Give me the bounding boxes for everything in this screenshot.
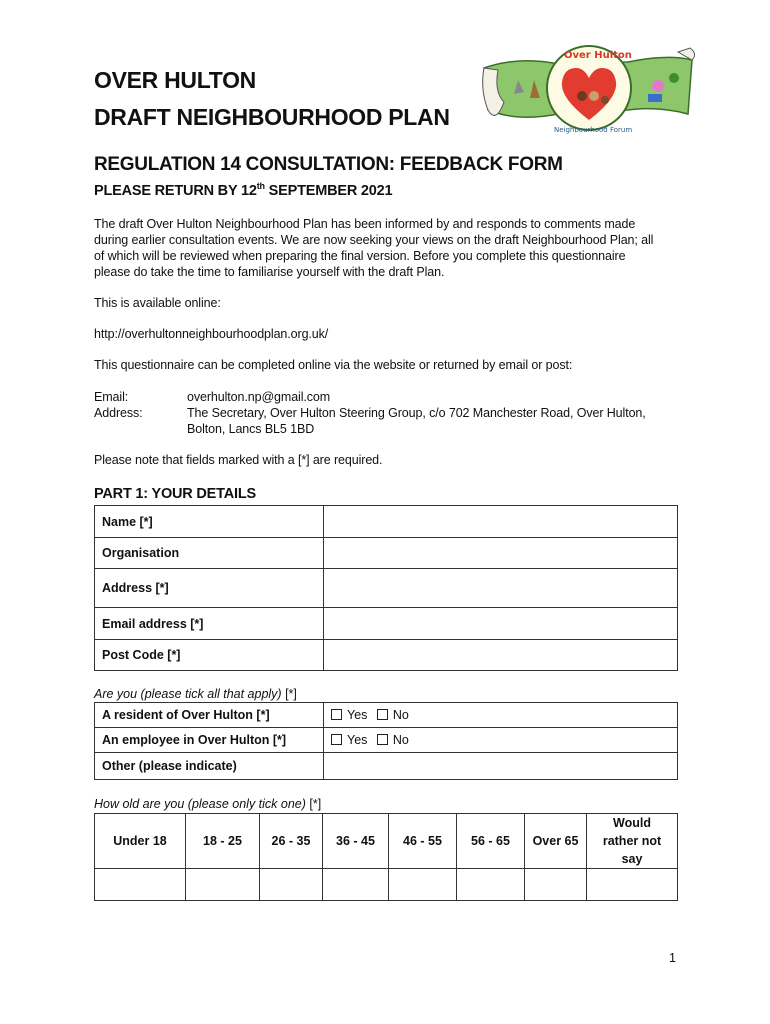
document-title xyxy=(94,62,450,136)
name-field[interactable] xyxy=(324,506,678,538)
return-deadline-prefix: PLEASE RETURN BY 12 xyxy=(94,182,257,199)
required-note: Please note that fields marked with a [*] are required. xyxy=(94,453,383,467)
age-table xyxy=(94,813,678,901)
are-you-question-text: Are you (please tick all that apply) xyxy=(94,687,282,701)
table-row xyxy=(95,640,678,671)
logo-text-bottom: Neighbourhood Forum xyxy=(554,126,633,134)
post-code-field[interactable] xyxy=(324,640,678,671)
email-label: Email: xyxy=(94,390,129,404)
age-header-row xyxy=(95,814,678,869)
form-subtitle: REGULATION 14 CONSULTATION: FEEDBACK FORM xyxy=(94,154,563,175)
yes-label: Yes xyxy=(347,733,368,747)
age-cell-36-45[interactable] xyxy=(323,869,389,901)
age-cell-under-18[interactable] xyxy=(95,869,186,901)
age-band-56-65: 56 - 65 xyxy=(457,814,525,869)
logo-text-top: Over Hulton xyxy=(564,50,632,61)
return-deadline-sup: th xyxy=(256,181,265,191)
organisation-field[interactable] xyxy=(324,538,678,569)
email-address-field[interactable] xyxy=(324,608,678,640)
logo-graphic xyxy=(478,40,700,140)
resident-label: A resident of Over Hulton [*] xyxy=(95,703,324,728)
resident-yes-option[interactable] xyxy=(331,708,367,722)
table-row xyxy=(95,569,678,608)
address-line-1: The Secretary, Over Hulton Steering Group, c/o 702 Manchester Road, Over Hulton, xyxy=(187,406,646,420)
required-marker: [*] xyxy=(281,687,297,701)
checkbox-icon[interactable] xyxy=(331,709,342,720)
age-band-46-55: 46 - 55 xyxy=(389,814,457,869)
no-label: No xyxy=(392,733,409,747)
other-label: Other (please indicate) xyxy=(95,753,324,780)
age-cell-over-65[interactable] xyxy=(525,869,587,901)
address-field[interactable] xyxy=(324,569,678,608)
age-band-rather-not-say: Would rather not say xyxy=(587,814,678,869)
intro-line-2: during earlier consultation events. We are now seeking your views on the draft Neighbourhood Plan; all xyxy=(94,233,654,247)
checkbox-icon[interactable] xyxy=(331,734,342,745)
age-band-26-35: 26 - 35 xyxy=(260,814,323,869)
age-band-under-18: Under 18 xyxy=(95,814,186,869)
completion-note: This questionnaire can be completed online via the website or returned by email or post: xyxy=(94,358,573,372)
intro-line-4: please do take the time to familiarise yourself with the draft Plan. xyxy=(94,265,445,279)
no-label: No xyxy=(392,708,409,722)
resident-options xyxy=(324,703,678,728)
organisation-label: Organisation xyxy=(95,538,324,569)
checkbox-icon[interactable] xyxy=(377,734,388,745)
age-band-over-65: Over 65 xyxy=(525,814,587,869)
employee-yes-option[interactable] xyxy=(331,733,367,747)
email-value[interactable]: overhulton.np@gmail.com xyxy=(187,390,331,404)
table-row xyxy=(95,538,678,569)
address-label: Address: xyxy=(94,406,143,420)
return-deadline xyxy=(94,181,392,199)
age-band-18-25: 18 - 25 xyxy=(186,814,260,869)
age-cell-46-55[interactable] xyxy=(389,869,457,901)
table-row xyxy=(95,753,678,780)
yes-label: Yes xyxy=(347,708,368,722)
intro-line-1: The draft Over Hulton Neighbourhood Plan has been informed by and responds to comments made xyxy=(94,217,636,231)
age-cell-18-25[interactable] xyxy=(186,869,260,901)
other-field[interactable] xyxy=(324,753,678,780)
employee-options xyxy=(324,728,678,753)
forum-logo xyxy=(478,40,700,140)
website-link[interactable]: http://overhultonneighbourhoodplan.org.uk/ xyxy=(94,327,329,341)
intro-paragraph xyxy=(94,216,674,280)
table-row xyxy=(95,608,678,640)
title-line-1: OVER HULTON xyxy=(94,67,256,93)
age-question-text: How old are you (please only tick one) xyxy=(94,797,306,811)
employee-no-option[interactable] xyxy=(377,733,409,747)
age-question xyxy=(94,797,321,811)
page-number: 1 xyxy=(669,951,676,965)
age-cell-rather-not-say[interactable] xyxy=(587,869,678,901)
title-line-2: DRAFT NEIGHBOURHOOD PLAN xyxy=(94,104,450,130)
name-label: Name [*] xyxy=(95,506,324,538)
age-band-36-45: 36 - 45 xyxy=(323,814,389,869)
employee-label: An employee in Over Hulton [*] xyxy=(95,728,324,753)
age-answer-row xyxy=(95,869,678,901)
are-you-question xyxy=(94,687,297,701)
table-row xyxy=(95,728,678,753)
table-row xyxy=(95,506,678,538)
table-row xyxy=(95,703,678,728)
address-line-2: Bolton, Lancs BL5 1BD xyxy=(187,422,315,436)
are-you-table xyxy=(94,702,678,780)
age-cell-26-35[interactable] xyxy=(260,869,323,901)
resident-no-option[interactable] xyxy=(377,708,409,722)
age-cell-56-65[interactable] xyxy=(457,869,525,901)
checkbox-icon[interactable] xyxy=(377,709,388,720)
address-value xyxy=(187,405,646,437)
email-address-label: Email address [*] xyxy=(95,608,324,640)
return-deadline-suffix: SEPTEMBER 2021 xyxy=(264,182,393,199)
required-marker: [*] xyxy=(305,797,322,811)
intro-line-3: of which will be reviewed when preparing the final version. Before you complete this questionnaire xyxy=(94,249,626,263)
address-field-label: Address [*] xyxy=(95,569,324,608)
part1-heading: PART 1: YOUR DETAILS xyxy=(94,486,256,502)
details-table xyxy=(94,505,678,671)
available-online-text: This is available online: xyxy=(94,296,221,310)
post-code-label: Post Code [*] xyxy=(95,640,324,671)
